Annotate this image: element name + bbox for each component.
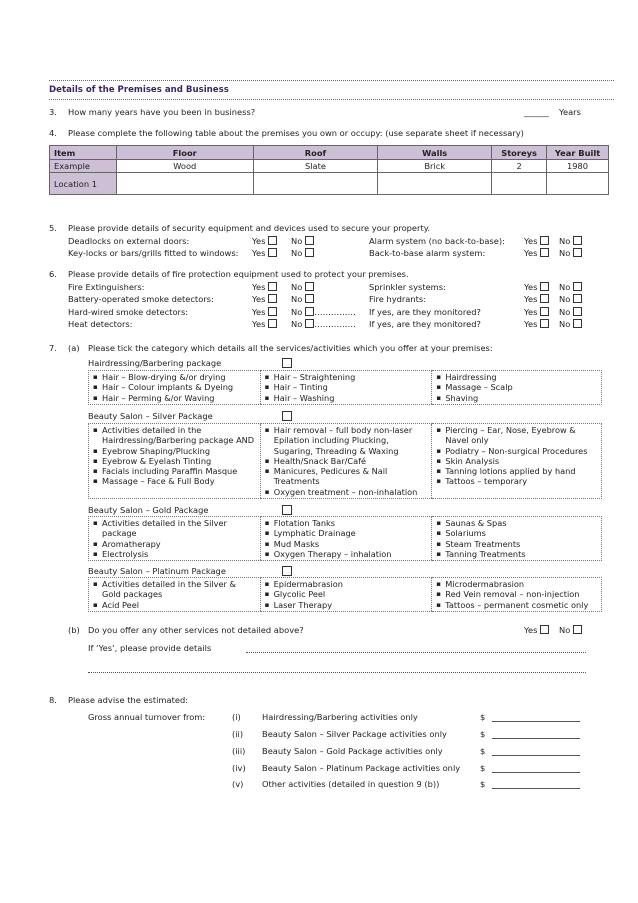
services-col (432, 517, 602, 561)
yes-label: Yes (524, 294, 538, 304)
list-item: ▪ Glycolic Peel (274, 589, 429, 599)
q6-number: 6. (49, 269, 57, 279)
q7b-label: (b) (68, 625, 80, 635)
q5-item-keylocks: Key-locks or bars/grills fitted to windows: (68, 248, 239, 258)
q7a-label: (a) (68, 343, 80, 353)
q8-turnover-input[interactable] (492, 788, 580, 789)
list-item: ▪ Tattoos – permanent cosmetic only (445, 600, 598, 610)
list-item: ▪ Saunas & Spas (445, 518, 598, 528)
no-label: No (559, 248, 571, 258)
header-roof: Roof (253, 146, 378, 160)
checkbox[interactable] (573, 307, 582, 316)
q3-number: 3. (49, 107, 57, 117)
list-item: ▪ Acid Peel (102, 600, 257, 610)
q8-row-label: Beauty Salon – Gold Package activities only (262, 746, 443, 756)
no-label: No (559, 236, 571, 246)
q5-item-deadlocks: Deadlocks on external doors: (68, 236, 190, 246)
q6-ext-no[interactable] (291, 282, 314, 292)
yes-label: Yes (524, 625, 538, 635)
dots-leader: …………… (314, 319, 356, 329)
list-item: ▪ Aromatherapy (102, 539, 257, 549)
list-item: ▪ Tanning lotions applied by hand (445, 466, 598, 476)
header-walls: Walls (378, 146, 492, 160)
list-item: ▪ Manicures, Pedicures & Nail Treatments (274, 466, 429, 487)
no-label: No (291, 248, 303, 258)
list-item: ▪ Activities detailed in the Silver & Gold packages (102, 579, 257, 600)
q6-item-heat: Heat detectors: (68, 319, 133, 329)
yes-label: Yes (252, 307, 266, 317)
package-platinum-table (88, 577, 602, 612)
example-label: Example (50, 160, 117, 173)
package-hairdressing-table (88, 370, 602, 405)
list-item: ▪ Oxygen Therapy – inhalation (274, 549, 429, 559)
list-item: ▪ Hair removal – full body non-laser Epilation including Plucking, Sugaring, Threading & Waxing (274, 425, 429, 456)
checkbox[interactable] (305, 236, 314, 245)
q6-hardwired-yes[interactable] (252, 307, 277, 317)
q8-turnover-input[interactable] (492, 738, 580, 739)
list-item: ▪ Mud Masks (274, 539, 429, 549)
header-floor: Floor (116, 146, 253, 160)
checkbox[interactable] (540, 294, 549, 303)
q6-monitored2-yes[interactable] (524, 319, 549, 329)
q3-unit: Years (559, 107, 581, 117)
q7b-details-input-line2[interactable] (88, 672, 586, 673)
q8-turnover-input[interactable] (492, 755, 580, 756)
q5-alarm-no[interactable] (559, 236, 582, 246)
yes-label: Yes (252, 248, 266, 258)
list-item: ▪ Hair – Straightening (274, 372, 429, 382)
list-item: ▪ Podiatry – Non-surgical Procedures (445, 446, 598, 456)
header-year-built: Year Built (547, 146, 609, 160)
q4-number: 4. (49, 128, 57, 138)
q8-roman: (ii) (232, 729, 244, 739)
list-item: ▪ Oxygen treatment – non-inhalation (274, 487, 429, 497)
q4-text: Please complete the following table about the premises you own or occupy: (use separate sheet if necessary) (68, 128, 524, 138)
list-item: ▪ Laser Therapy (274, 600, 429, 610)
list-item: ▪ Steam Treatments (445, 539, 598, 549)
q8-dollar: $ (480, 712, 486, 722)
services-col (89, 371, 261, 405)
services-col (260, 517, 432, 561)
location1-row (50, 173, 609, 195)
list-item: ▪ Hairdressing (445, 372, 598, 382)
no-label: No (291, 236, 303, 246)
q7a-text: Please tick the category which details all the services/activities which you offer at your premises: (88, 343, 493, 353)
location1-label: Location 1 (50, 173, 117, 195)
example-year-built: 1980 (547, 160, 609, 173)
example-row (50, 160, 609, 173)
list-item: ▪ Hair – Washing (274, 393, 429, 403)
q3-text: How many years have you been in business? (68, 107, 256, 117)
list-item: ▪ Lymphatic Drainage (274, 528, 429, 538)
checkbox[interactable] (540, 282, 549, 291)
premises-header-row (50, 146, 609, 160)
no-label: No (559, 282, 571, 292)
heading-divider (49, 99, 614, 100)
q8-dollar: $ (480, 746, 486, 756)
list-item: ▪ Hair – Tinting (274, 382, 429, 392)
services-col (89, 517, 261, 561)
q8-turnover-input[interactable] (492, 772, 580, 773)
q8-roman: (v) (232, 779, 244, 789)
q5-keylocks-no[interactable] (291, 248, 314, 258)
list-item: ▪ Hair – Blow-drying &/or drying (102, 372, 257, 382)
location1-roof-input[interactable] (253, 173, 378, 195)
q7b-yes[interactable] (524, 625, 549, 635)
q6-item-hydrants: Fire hydrants: (369, 294, 427, 304)
no-label: No (559, 294, 571, 304)
package-platinum-name: Beauty Salon – Platinum Package (88, 566, 226, 576)
q6-item-battery-smoke: Battery-operated smoke detectors: (68, 294, 214, 304)
list-item: ▪ Electrolysis (102, 549, 257, 559)
q8-dollar: $ (480, 779, 486, 789)
list-item: ▪ Red Vein removal – non-injection (445, 589, 598, 599)
package-gold-name: Beauty Salon – Gold Package (88, 505, 209, 515)
no-label: No (291, 307, 303, 317)
q8-roman: (iii) (232, 746, 246, 756)
checkbox[interactable] (282, 358, 292, 368)
q8-text: Please advise the estimated: (68, 695, 189, 705)
q6-text: Please provide details of fire protection equipment used to protect your premises. (68, 269, 409, 279)
q8-roman: (iv) (232, 763, 246, 773)
checkbox[interactable] (268, 294, 277, 303)
q5-number: 5. (49, 223, 57, 233)
section-title: Details of the Premises and Business (49, 85, 229, 95)
location1-floor-input[interactable] (116, 173, 253, 195)
location1-storeys-input[interactable] (492, 173, 547, 195)
checkbox[interactable] (305, 307, 314, 316)
dots-leader: …………… (314, 307, 356, 317)
checkbox[interactable] (268, 282, 277, 291)
list-item: ▪ Tattoos – temporary (445, 476, 598, 486)
no-label: No (291, 319, 303, 329)
checkbox[interactable] (573, 282, 582, 291)
q8-row-label: Beauty Salon – Platinum Package activities only (262, 763, 461, 773)
q6-heat-no[interactable] (291, 319, 356, 329)
q7b-details-input[interactable] (246, 652, 586, 653)
services-col (260, 371, 432, 405)
q6-sprinkler-yes[interactable] (524, 282, 549, 292)
checkbox[interactable] (573, 319, 582, 328)
services-col (432, 424, 602, 499)
premises-table (49, 145, 609, 195)
services-col (260, 578, 432, 612)
checkbox[interactable] (305, 282, 314, 291)
checkbox[interactable] (305, 248, 314, 257)
checkbox[interactable] (282, 566, 292, 576)
q6-hardwired-no[interactable] (291, 307, 356, 317)
package-silver-checkbox[interactable] (282, 411, 292, 423)
example-storeys: 2 (492, 160, 547, 173)
no-label: No (291, 282, 303, 292)
q5-text: Please provide details of security equipment and devices used to secure your property. (68, 223, 431, 233)
q5-deadlocks-no[interactable] (291, 236, 314, 246)
q6-item-extinguishers: Fire Extinguishers: (68, 282, 145, 292)
q7b-no[interactable] (559, 625, 582, 635)
q6-battery-no[interactable] (291, 294, 314, 304)
yes-label: Yes (524, 248, 538, 258)
checkbox[interactable] (268, 307, 277, 316)
checkbox[interactable] (305, 294, 314, 303)
checkbox[interactable] (573, 625, 582, 634)
checkbox[interactable] (540, 319, 549, 328)
q6-heat-yes[interactable] (252, 319, 277, 329)
q6-hydrants-no[interactable] (559, 294, 582, 304)
checkbox[interactable] (573, 248, 582, 257)
list-item: ▪ Eyebrow Shaping/Plucking (102, 446, 257, 456)
list-item: ▪ Hair – Colour implants & Dyeing (102, 382, 257, 392)
yes-label: Yes (252, 319, 266, 329)
no-label: No (559, 307, 571, 317)
q7b-details-label: If ‘Yes’, please provide details (88, 643, 212, 653)
checkbox[interactable] (540, 236, 549, 245)
q6-hydrants-yes[interactable] (524, 294, 549, 304)
header-storeys: Storeys (492, 146, 547, 160)
package-hairdressing-checkbox[interactable] (282, 358, 292, 370)
checkbox[interactable] (540, 307, 549, 316)
checkbox[interactable] (268, 319, 277, 328)
top-divider (49, 80, 614, 81)
yes-label: Yes (524, 307, 538, 317)
q5-deadlocks-yes[interactable] (252, 236, 277, 246)
services-col (432, 578, 602, 612)
example-floor: Wood (116, 160, 253, 173)
q8-subtitle: Gross annual turnover from: (88, 712, 206, 722)
package-gold-table (88, 516, 602, 561)
q6-sprinkler-no[interactable] (559, 282, 582, 292)
list-item: ▪ Activities detailed in the Silver package (102, 518, 257, 539)
location1-walls-input[interactable] (378, 173, 492, 195)
no-label: No (559, 625, 571, 635)
q8-dollar: $ (480, 763, 486, 773)
services-col (89, 424, 261, 499)
yes-label: Yes (252, 236, 266, 246)
header-item: Item (50, 146, 117, 160)
services-col (260, 424, 432, 499)
checkbox[interactable] (573, 236, 582, 245)
q7-number: 7. (49, 343, 57, 353)
no-label: No (291, 294, 303, 304)
list-item: ▪ Solariums (445, 528, 598, 538)
q8-turnover-input[interactable] (492, 721, 580, 722)
package-hairdressing-name: Hairdressing/Barbering package (88, 358, 222, 368)
q8-row-label: Other activities (detailed in question 9 (b)) (262, 779, 440, 789)
q3-years-input[interactable]: ______ (524, 107, 549, 117)
q8-row-label: Beauty Salon – Silver Package activities only (262, 729, 447, 739)
checkbox[interactable] (282, 411, 292, 421)
services-col (432, 371, 602, 405)
q6-item-monitored-1: If yes, are they monitored? (369, 307, 481, 317)
list-item: ▪ Activities detailed in the Hairdressing/Barbering package AND (102, 425, 257, 446)
q5-keylocks-yes[interactable] (252, 248, 277, 258)
list-item: ▪ Eyebrow & Eyelash Tinting (102, 456, 257, 466)
example-walls: Brick (378, 160, 492, 173)
yes-label: Yes (524, 319, 538, 329)
list-item: ▪ Piercing – Ear, Nose, Eyebrow & Navel only (445, 425, 598, 446)
q6-item-sprinkler: Sprinkler systems: (369, 282, 446, 292)
checkbox[interactable] (540, 248, 549, 257)
checkbox[interactable] (305, 319, 314, 328)
checkbox[interactable] (282, 505, 292, 515)
list-item: ▪ Facials including Paraffin Masque (102, 466, 257, 476)
q5-item-alarm: Alarm system (no back-to-base): (369, 236, 505, 246)
yes-label: Yes (524, 282, 538, 292)
q6-item-monitored-2: If yes, are they monitored? (369, 319, 481, 329)
location1-year-input[interactable] (547, 173, 609, 195)
list-item: ▪ Microdermabrasion (445, 579, 598, 589)
q5-b2b-no[interactable] (559, 248, 582, 258)
q5-b2b-yes[interactable] (524, 248, 549, 258)
q6-monitored1-no[interactable] (559, 307, 582, 317)
q6-ext-yes[interactable] (252, 282, 277, 292)
q6-monitored2-no[interactable] (559, 319, 582, 329)
list-item: ▪ Massage – Face & Full Body (102, 476, 257, 486)
no-label: No (559, 319, 571, 329)
q8-row-label: Hairdressing/Barbering activities only (262, 712, 418, 722)
list-item: ▪ Flotation Tanks (274, 518, 429, 528)
q8-dollar: $ (480, 729, 486, 739)
q8-number: 8. (49, 695, 57, 705)
list-item: ▪ Epidermabrasion (274, 579, 429, 589)
q6-item-hardwired-smoke: Hard-wired smoke detectors: (68, 307, 189, 317)
checkbox[interactable] (268, 248, 277, 257)
q6-monitored1-yes[interactable] (524, 307, 549, 317)
q7b-text: Do you offer any other services not detailed above? (88, 625, 304, 635)
q5-alarm-yes[interactable] (524, 236, 549, 246)
services-col (89, 578, 261, 612)
checkbox[interactable] (540, 625, 549, 634)
package-silver-name: Beauty Salon – Silver Package (88, 411, 213, 421)
list-item: ▪ Health/Snack Bar/Café (274, 456, 429, 466)
q6-battery-yes[interactable] (252, 294, 277, 304)
list-item: ▪ Massage – Scalp (445, 382, 598, 392)
list-item: ▪ Skin Analysis (445, 456, 598, 466)
list-item: ▪ Shaving (445, 393, 598, 403)
example-roof: Slate (253, 160, 378, 173)
yes-label: Yes (252, 282, 266, 292)
yes-label: Yes (524, 236, 538, 246)
package-silver-table (88, 423, 602, 499)
q8-roman: (i) (232, 712, 241, 722)
yes-label: Yes (252, 294, 266, 304)
list-item: ▪ Tanning Treatments (445, 549, 598, 559)
q5-item-b2b-alarm: Back-to-base alarm system: (369, 248, 486, 258)
checkbox[interactable] (268, 236, 277, 245)
checkbox[interactable] (573, 294, 582, 303)
list-item: ▪ Hair – Perming &/or Waving (102, 393, 257, 403)
